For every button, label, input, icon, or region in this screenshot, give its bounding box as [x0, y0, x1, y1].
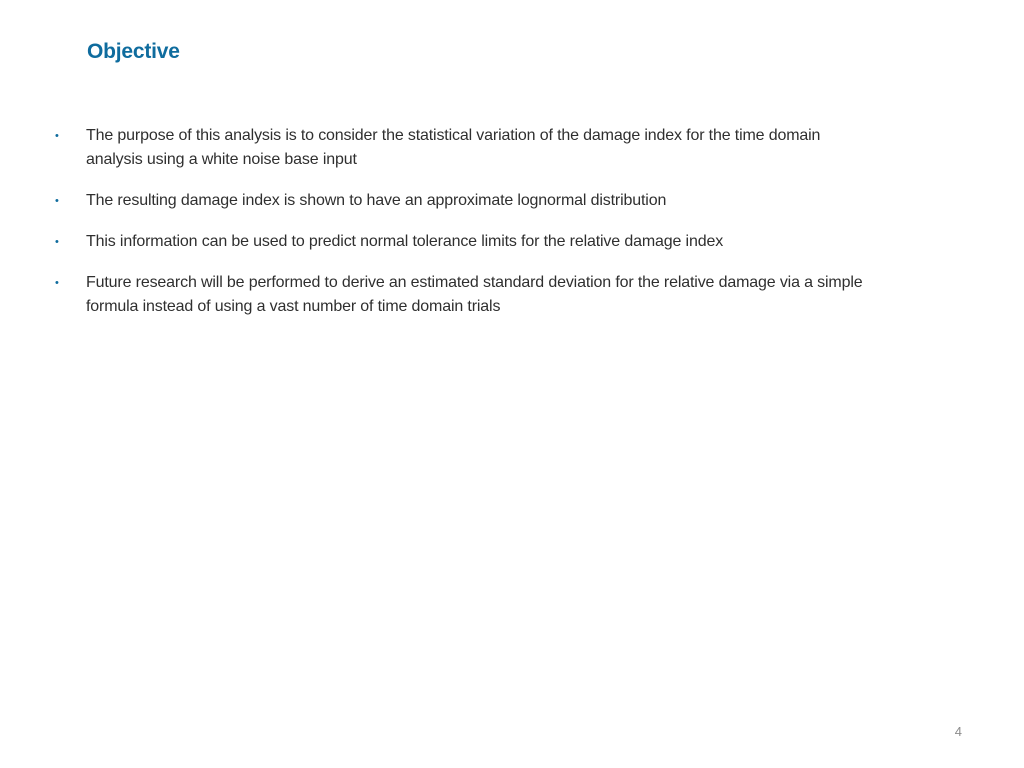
slide-title: Objective [87, 40, 180, 63]
bullet-item-tolerance [50, 230, 870, 254]
bullet-list [50, 124, 870, 336]
bullet-text: This information can be used to predict normal tolerance limits for the relative damage index [86, 233, 724, 250]
bullet-text: The resulting damage index is shown to have an approximate lognormal distribution [86, 192, 667, 209]
bullet-icon: • [55, 195, 59, 207]
bullet-text: The purpose of this analysis is to consider the statistical variation of the damage index for the time domain analysis using a white noise base input [86, 127, 821, 168]
bullet-item-lognormal [50, 189, 870, 213]
bullet-item-future-research [50, 271, 870, 319]
bullet-icon: • [55, 277, 59, 289]
bullet-text: Future research will be performed to derive an estimated standard deviation for the relative damage via a simple formula instead of using a vast number of time domain trials [86, 274, 863, 315]
bullet-icon: • [55, 130, 59, 142]
bullet-icon: • [55, 236, 59, 248]
bullet-item-purpose [50, 124, 870, 172]
page-number: 4 [954, 724, 962, 739]
